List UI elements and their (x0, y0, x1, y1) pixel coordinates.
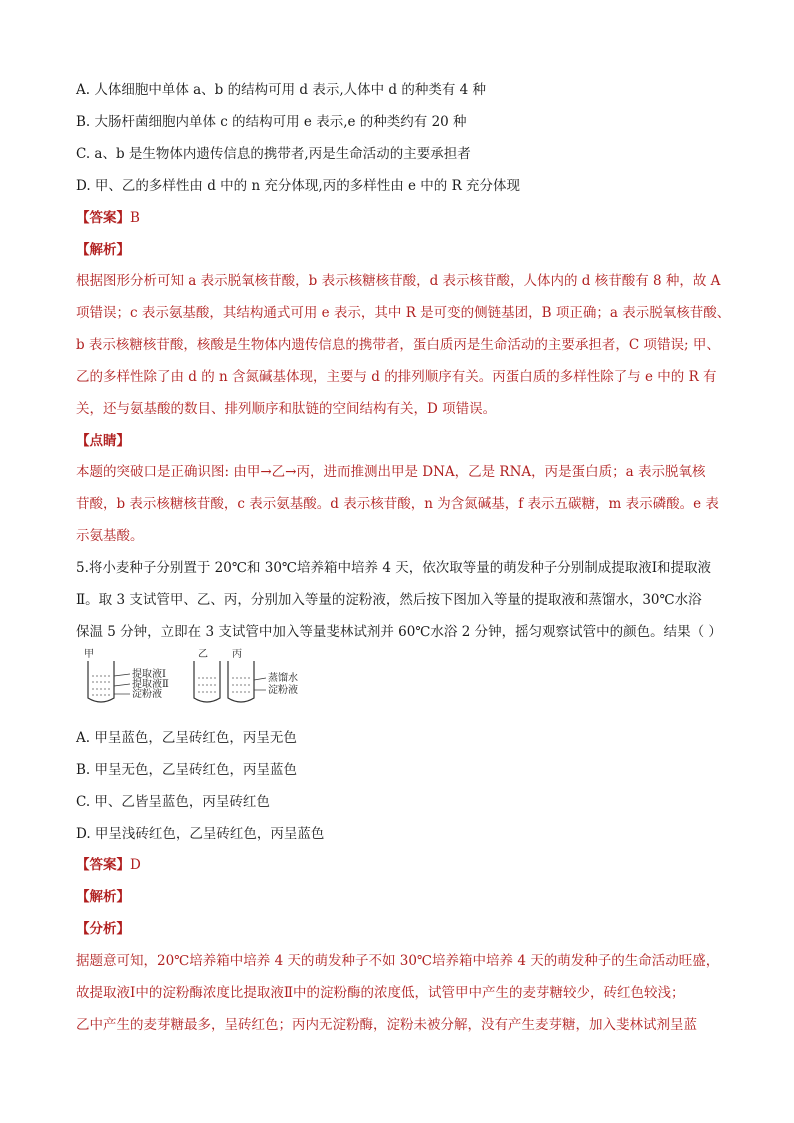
tube-jia (88, 661, 114, 702)
q5-answer (76, 855, 141, 875)
q4-answer (76, 208, 140, 228)
q4-option-a: A. 人体细胞中单体 a、b 的结构可用 d 表示,人体中 d 的种类有 4 种 (76, 82, 487, 98)
q5-option-c: C. 甲、乙皆呈蓝色，丙呈砖红色 (76, 794, 270, 810)
q5-sub-analysis-tag: 【分析】 (76, 921, 130, 937)
answer-tag: 【答案】 (76, 210, 130, 226)
tube-bing (228, 661, 254, 702)
test-tube-diagram (82, 648, 322, 708)
q5-analysis-tag: 【解析】 (76, 889, 130, 905)
q4-option-d: D. 甲、乙的多样性由 d 中的 n 充分体现,丙的多样性由 e 中的 R 充分体现 (76, 178, 521, 194)
q4-comment-line: 本题的突破口是正确识图: 由甲→乙→丙，进而推测出甲是 DNA，乙是 RNA，丙是蛋白质；a 表示脱氧核 (76, 464, 706, 480)
q4-comment-line: 苷酸，b 表示核糖核苷酸，c 表示氨基酸。d 表示核苷酸，n 为含氮碱基，f 表示五碳糖，m 表示磷酸。e 表 (76, 496, 719, 512)
q5-stem-line: 保温 5 分钟，立即在 3 支试管中加入等量斐林试剂并 60℃水浴 2 分钟，摇匀观察试管中的颜色。结果（ ） (76, 624, 722, 640)
label-extract-2: 提取液Ⅱ (132, 679, 169, 690)
q5-stem-line: Ⅱ。取 3 支试管甲、乙、丙，分别加入等量的淀粉液，然后按下图加入等量的提取液和蒸馏水，30℃水浴 (76, 592, 702, 608)
q4-analysis-line: 乙的多样性除了由 d 的 n 含氮碱基体现，主要与 d 的排列顺序有关。丙蛋白质的多样性除了与 e 中的 R 有 (76, 369, 717, 385)
answer-tag: 【答案】 (76, 857, 130, 873)
q4-analysis-line: 项错误；c 表示氨基酸，其结构通式可用 e 表示，其中 R 是可变的侧链基团，B 项正确；a 表示脱氧核苷酸、 (76, 305, 731, 321)
label-water: 蒸馏水 (268, 673, 298, 684)
answer-value: B (130, 210, 140, 226)
tube-label-bing: 丙 (232, 649, 242, 660)
label-starch-left: 淀粉液 (132, 689, 162, 700)
tube-label-jia: 甲 (84, 649, 94, 660)
q4-analysis-line: 关，还与氨基酸的数目、排列顺序和肽链的空间结构有关，D 项错误。 (76, 401, 497, 417)
tube-label-yi: 乙 (198, 649, 208, 660)
q4-comment-tag: 【点睛】 (76, 433, 130, 449)
q4-option-b: B. 大肠杆菌细胞内单体 c 的结构可用 e 表示,e 的种类约有 20 种 (76, 114, 467, 130)
q5-analysis-line: 乙中产生的麦芽糖最多，呈砖红色；丙内无淀粉酶，淀粉未被分解，没有产生麦芽糖，加入斐林试剂呈蓝 (76, 1017, 697, 1033)
tube-yi (194, 661, 220, 702)
q5-option-a: A. 甲呈蓝色，乙呈砖红色，丙呈无色 (76, 730, 297, 746)
q4-analysis-tag: 【解析】 (76, 242, 130, 258)
q4-analysis-line: b 表示核糖核苷酸，核酸是生物体内遗传信息的携带者，蛋白质丙是生命活动的主要承担者，C 项错误; 甲、 (76, 337, 720, 353)
q5-option-b: B. 甲呈无色，乙呈砖红色，丙呈蓝色 (76, 762, 298, 778)
label-extract-1: 提取液Ⅰ (132, 669, 166, 680)
answer-value: D (130, 857, 141, 873)
test-tube-figure (82, 648, 322, 708)
q5-analysis-line: 据题意可知，20℃培养箱中培养 4 天的萌发种子不如 30℃培养箱中培养 4 天的萌发种子的生命活动旺盛， (76, 953, 720, 969)
q4-option-c: C. a、b 是生物体内遗传信息的携带者,丙是生命活动的主要承担者 (76, 146, 471, 162)
q4-comment-line: 示氨基酸。 (76, 528, 144, 544)
q5-stem-line: 5.将小麦种子分别置于 20℃和 30℃培养箱中培养 4 天，依次取等量的萌发种子分别制成提取液Ⅰ和提取液 (76, 560, 712, 576)
q4-analysis-line: 根据图形分析可知 a 表示脱氧核苷酸，b 表示核糖核苷酸，d 表示核苷酸，人体内的 d 核苷酸有 8 种，故 A (76, 273, 721, 289)
label-starch-right: 淀粉液 (268, 685, 298, 696)
q5-analysis-line: 故提取液Ⅰ中的淀粉酶浓度比提取液Ⅱ中的淀粉酶的浓度低，试管甲中产生的麦芽糖较少，砖红色较浅； (76, 985, 685, 1001)
q5-option-d: D. 甲呈浅砖红色，乙呈砖红色，丙呈蓝色 (76, 826, 325, 842)
